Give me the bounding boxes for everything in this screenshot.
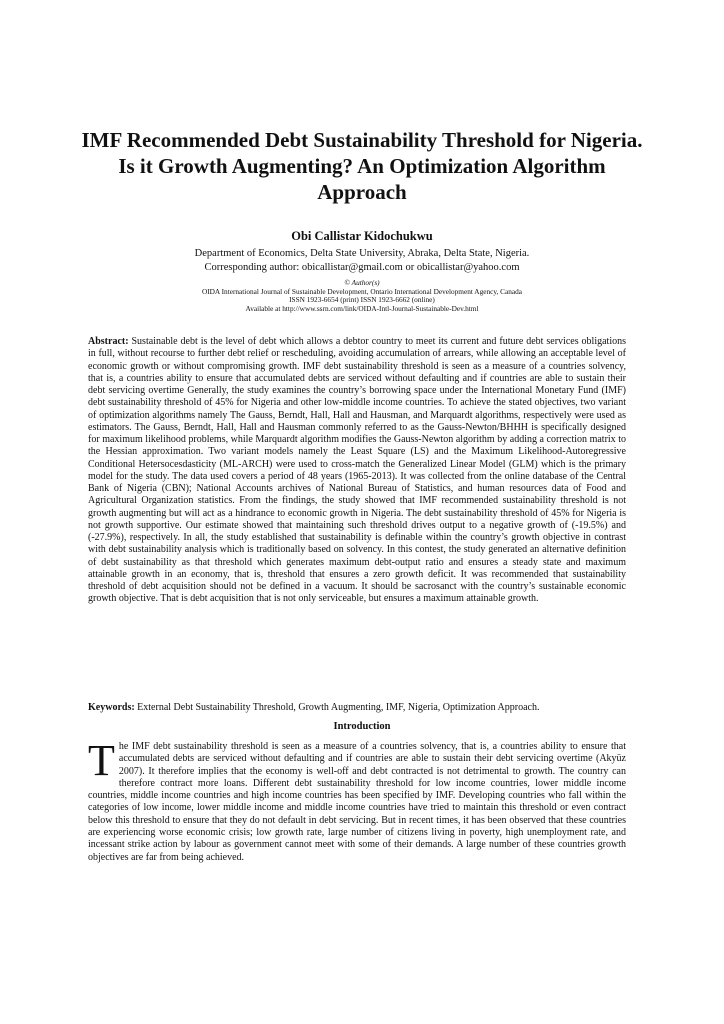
abstract-label: Abstract: [88,336,129,347]
keywords-text: External Debt Sustainability Threshold, Growth Augmenting, IMF, Nigeria, Optimization Approach. [137,702,540,713]
author-affiliation: Department of Economics, Delta State University, Abraka, Delta State, Nigeria. [194,248,530,259]
drop-cap: T [88,736,115,785]
introduction-heading: Introduction [333,721,391,732]
corresponding-author: Corresponding author: obicallistar@gmail.com or obicallistar@yahoo.com [204,262,520,273]
paper-title: IMF Recommended Debt Sustainability Threshold for Nigeria. Is it Growth Augmenting? An Optimization Algorithm Approach [81,128,643,204]
author-affiliation-block [0,247,724,275]
journal-line: OIDA International Journal of Sustainable Development, Ontario International Development Agency, Canada [201,286,523,296]
abstract-text: Sustainable debt is the level of debt which allows a debtor country to meet its current and future debt services obligations in full, without recourse to further debt relief or rescheduling, avoiding accumulation of arrears, while allowing an acceptable level of economic growth or without compromising growth. IMF debt sustainability threshold is seen as a measure of a countries solvency, that is, a countries ability to ensure that accumulated debts are serviced without defaulting and if countries are able to sustain their debt servicing overtime Generally, the study examines the country’s borrowing space under the International Monetary Fund (IMF) debt sustainability threshold of 45% for Nigeria and other low-middle income countries. To achieve the stated objectives, two variant of optimization algorithms namely The Gauss, Berndt, Hall, Hall and Hausman, and Marquardt algorithms, respectively were used as estimators. The Gauss, Berndt, Hall, Hall and Hausman commonly referred to as the Gauss-Newton/BHHH is specifically designed for maximum likelihood problems, while Marquardt algorithm modifies the Gauss-Newton algorithm by adding a correction matrix to the Hessian approximation. Two variant models namely the Least Square (LS) and the Maximum Likelihood-Autoregressive Conditional Hetersocesdasticity (ML-ARCH) were used to cross-match the Generalized Linear Model (GLM) which is the primary model for the study. The data used covers a period of 48 years (1965-2013). It was collected from the online database of the Central Bank of Nigeria (CBN); National Accounts archives of National Bureau of Statistics, and human resources data of Food and Agricultural Organization statistics. From the findings, the study showed that IMF recommended sustainability threshold is not growth augmenting but will act as a hindrance to economic growth in Nigeria. The debt sustainability threshold of 45% for Nigeria is not growth supportive. Our estimate showed that maintaining such threshold drives output to a negative growth of (-19.5%) and (-27.9%), respectively. In all, the study established that sustainability is definable within the country’s growth objective in contrast with debt sustainability analysis which is traditionally based on solvency. In this contest, the study generated an alternative definition of debt sustainability as that threshold which generates maximum debt-output ratio and ensures a steady state and maximum attainable growth in an economy, that is, threshold that ensures a zero growth deficit. It was recommended that sustainability threshold of debt acquisition should not be defined in a vacuum. It should be sacrosanct with the country’s sustainable economic growth objective. That is debt acquisition that is not only serviceable, but ensures a maximum attainable growth. [88,336,626,605]
copyright-line: © Author(s) [344,278,380,287]
keywords [88,702,626,714]
introduction-text: he IMF debt sustainability threshold is seen as a measure of a countries solvency, that is, a countries ability to ensure that accumulated debts are serviced without defaulting and if countries are able to sustain their debt servicing overtime (Akyüz 2007). It therefore implies that the economy is well-off and debt contracted is not detrimental to growth. The country can therefore contract more loans. Different debt sustainability threshold for low income countries, lower middle income countries, middle income countries and high income countries has been specified by IMF. Developing countries who fall within the categories of low income, lower middle income and middle income countries have tried to maintain this threshold or even contract below this threshold to ensure that they do not default in debt servicing. But in recent times, it has been observed that these countries are experiencing worse economic crisis; low growth rate, large number of citizens living in poverty, high unemployment rate, and incessant strike action by labour as government cannot meet with some of their demands. A large number of these countries growth objectives are far from being achieved. [88,741,626,863]
availability-line: Available at http://www.ssrn.com/link/OIDA-Intl-Journal-Sustainable-Dev.html [245,303,479,313]
keywords-label: Keywords: [88,702,135,713]
publication-info [0,279,724,313]
abstract [88,336,626,606]
introduction-paragraph [88,736,626,864]
author-name: Obi Callistar Kidochukwu [291,229,433,243]
issn-line: ISSN 1923-6654 (print) ISSN 1923-6662 (online) [289,295,435,305]
